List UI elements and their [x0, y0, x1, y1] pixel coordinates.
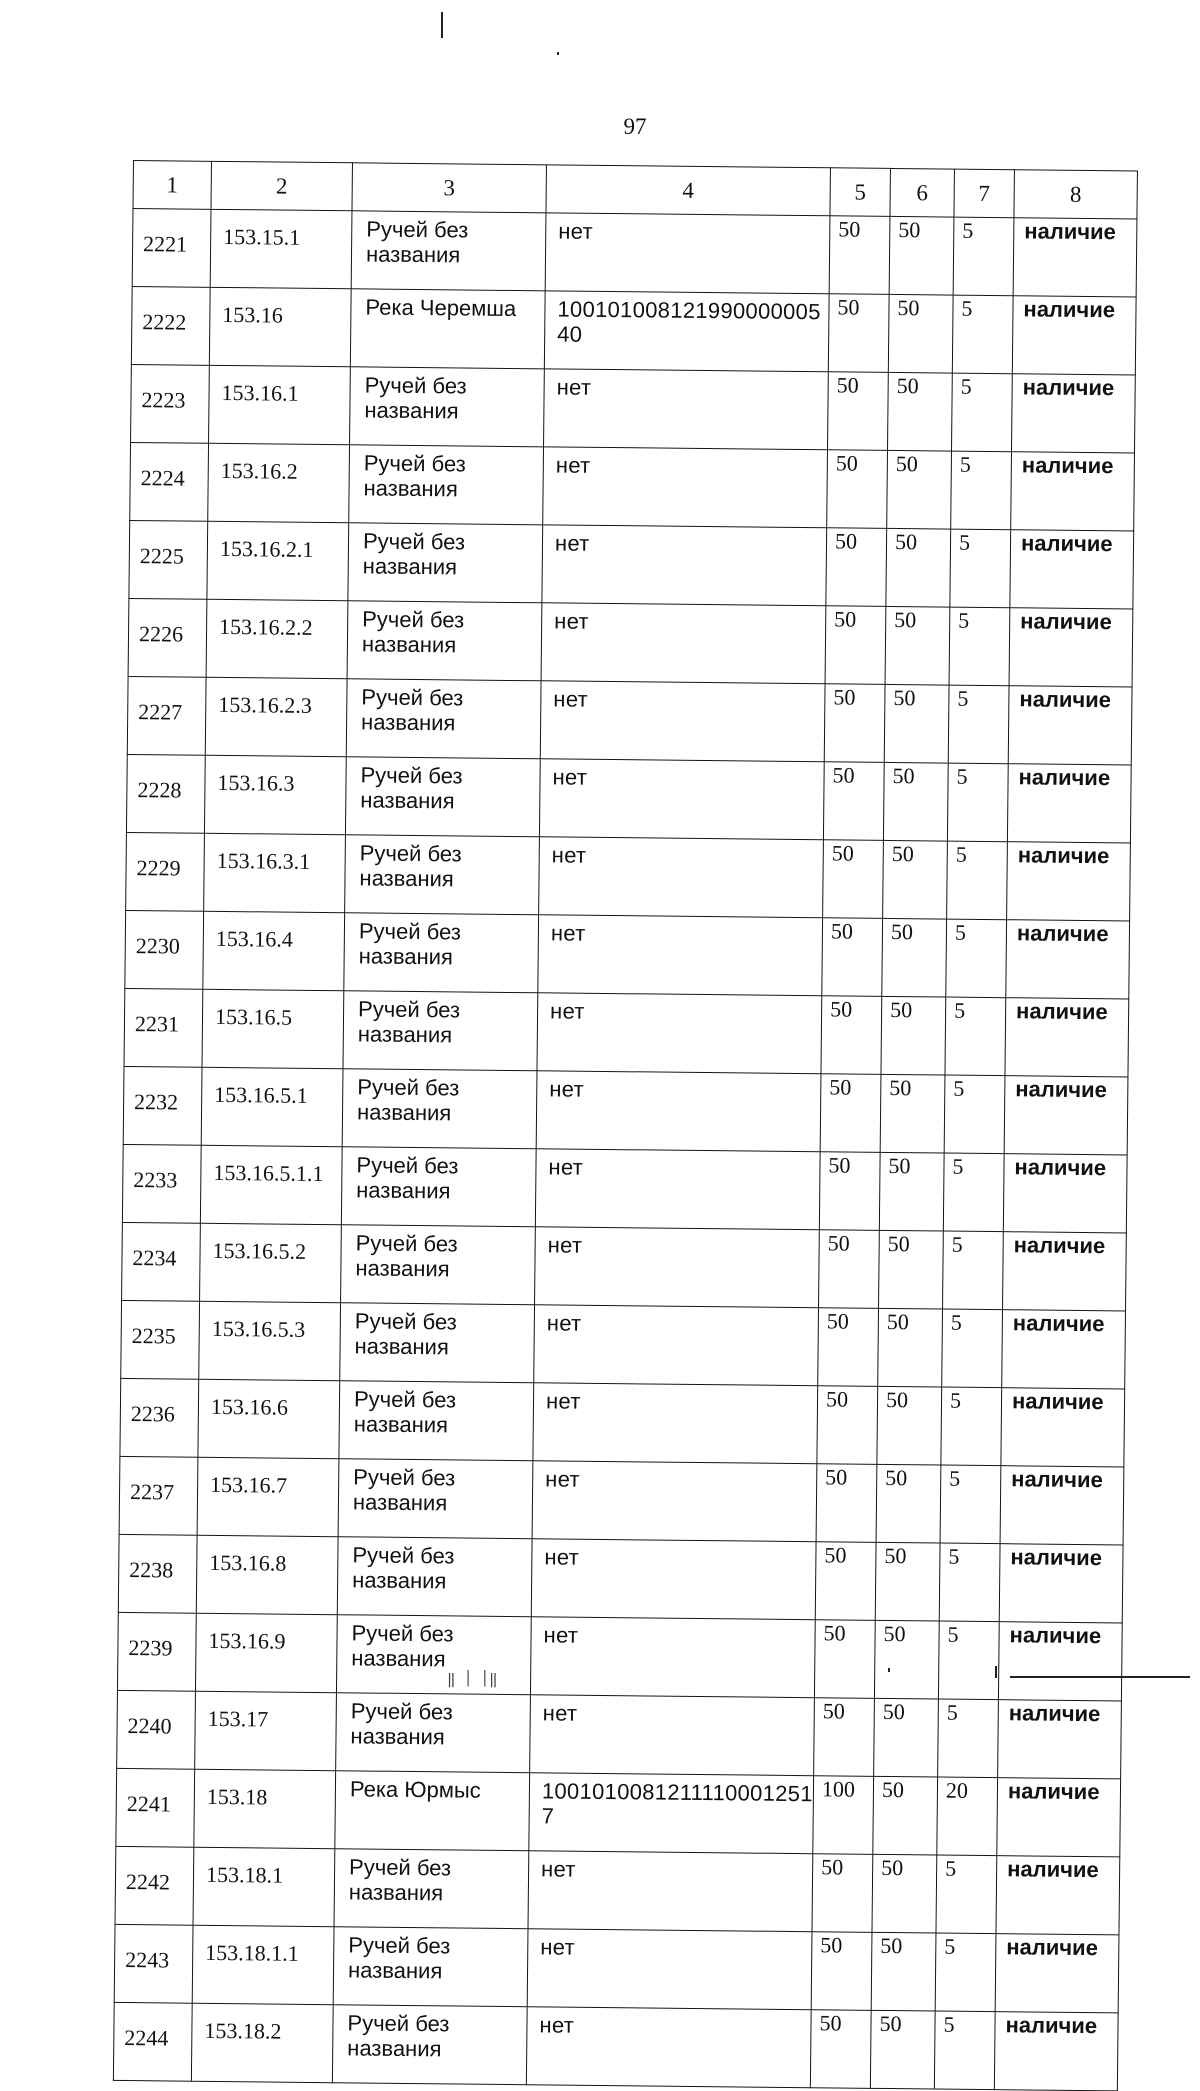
value-col-5: 50	[823, 840, 884, 919]
status-col-8: наличие	[1007, 764, 1131, 843]
status-col-8: наличие	[999, 1544, 1123, 1623]
object-code: 153.16.1	[209, 365, 351, 444]
registry-code: нет	[536, 1071, 821, 1152]
registry-code: нет	[526, 2007, 811, 2088]
object-code: 153.16.2.1	[207, 521, 349, 600]
value-col-6: 50	[879, 1230, 944, 1309]
value-col-5: 50	[814, 1620, 875, 1699]
table-row	[130, 442, 1135, 531]
status-col-8: наличие	[1011, 452, 1135, 531]
value-col-6: 50	[885, 606, 950, 685]
object-code: 153.16.4	[203, 911, 345, 990]
object-code: 153.16.5.2	[200, 1223, 342, 1302]
registry-code: нет	[542, 525, 827, 606]
object-code: 153.16.2	[208, 443, 350, 522]
status-col-8: наличие	[1006, 920, 1130, 999]
value-col-6: 50	[871, 1932, 936, 2011]
row-number: 2240	[117, 1690, 196, 1769]
object-name: Ручей без названия	[334, 1849, 529, 1929]
status-col-8: наличие	[1008, 686, 1132, 765]
value-col-7: 5	[952, 295, 1013, 374]
table-row	[131, 286, 1136, 375]
table-row	[115, 1846, 1120, 1935]
row-number: 2224	[130, 442, 209, 521]
value-col-6: 50	[881, 996, 946, 1075]
registry-code: 10010100812111100012517	[529, 1773, 814, 1854]
footer-tick	[995, 1666, 997, 1678]
registry-code: нет	[535, 1149, 820, 1230]
value-col-7: 5	[945, 997, 1006, 1076]
object-code: 153.17	[195, 1691, 337, 1770]
object-code: 153.16.2.3	[205, 677, 347, 756]
value-col-6: 50	[882, 918, 947, 997]
registry-code: нет	[527, 1929, 812, 2010]
value-col-5: 50	[810, 2010, 871, 2089]
value-col-7: 5	[951, 373, 1012, 452]
registry-code: 10010100812199000000540	[544, 291, 829, 372]
object-code: 153.16.5	[202, 989, 344, 1068]
column-header-4: 4	[546, 165, 830, 216]
value-col-5: 50	[828, 372, 889, 451]
value-col-7: 5	[941, 1387, 1002, 1466]
registry-code: нет	[537, 993, 822, 1074]
column-header-8: 8	[1014, 170, 1137, 219]
value-col-7: 5	[943, 1231, 1004, 1310]
object-code: 153.16.9	[195, 1613, 337, 1692]
status-col-8: наличие	[1000, 1466, 1124, 1545]
row-number: 2241	[116, 1768, 195, 1847]
value-col-5: 50	[816, 1464, 877, 1543]
registry-code: нет	[539, 837, 824, 918]
object-name: Ручей без названия	[348, 523, 543, 603]
status-col-8: наличие	[1003, 1154, 1127, 1233]
table-row	[121, 1300, 1126, 1389]
value-col-5: 50	[817, 1386, 878, 1465]
object-name: Ручей без названия	[333, 1927, 528, 2007]
registry-code: нет	[528, 1851, 813, 1932]
value-col-6: 50	[873, 1776, 938, 1855]
status-col-8: наличие	[995, 1934, 1119, 2013]
table-row	[116, 1768, 1121, 1857]
row-number: 2223	[131, 364, 210, 443]
value-col-7: 5	[948, 685, 1009, 764]
value-col-6: 50	[886, 528, 951, 607]
status-col-8: наличие	[1013, 218, 1137, 297]
value-col-5: 50	[829, 216, 890, 295]
object-name: Ручей без названия	[337, 1537, 532, 1617]
value-col-6: 50	[883, 762, 948, 841]
table-row	[132, 209, 1137, 298]
value-col-6: 50	[879, 1152, 944, 1231]
registry-code: нет	[534, 1305, 819, 1386]
row-number: 2243	[114, 1924, 193, 2003]
column-header-5: 5	[830, 168, 890, 217]
value-col-6: 50	[884, 684, 949, 763]
value-col-5: 50	[825, 606, 886, 685]
value-col-7: 5	[942, 1309, 1003, 1388]
value-col-6: 50	[875, 1542, 940, 1621]
row-number: 2232	[123, 1066, 202, 1145]
value-col-5: 50	[811, 1932, 872, 2011]
object-name: Ручей без названия	[342, 1069, 537, 1149]
row-number: 2239	[117, 1612, 196, 1691]
row-number: 2233	[122, 1144, 201, 1223]
row-number: 2236	[120, 1378, 199, 1457]
value-col-7: 5	[949, 607, 1010, 686]
value-col-6: 50	[887, 450, 952, 529]
object-name: Ручей без названия	[347, 601, 542, 681]
object-name: Ручей без названия	[340, 1303, 535, 1383]
row-number: 2230	[125, 910, 204, 989]
object-name: Ручей без названия	[351, 211, 546, 291]
object-code: 153.16.8	[196, 1535, 338, 1614]
row-number: 2244	[113, 2002, 192, 2081]
table-row	[113, 2002, 1118, 2091]
status-col-8: наличие	[1012, 296, 1136, 375]
value-col-5: 50	[828, 294, 889, 373]
value-col-6: 50	[874, 1620, 939, 1699]
table-row	[126, 754, 1131, 843]
value-col-6: 50	[876, 1464, 941, 1543]
footer-dot	[888, 1668, 890, 1672]
object-name: Ручей без названия	[338, 1459, 533, 1539]
status-col-8: наличие	[1001, 1388, 1125, 1467]
row-number: 2237	[119, 1456, 198, 1535]
value-col-7: 5	[935, 1933, 996, 2012]
footer-line	[1010, 1676, 1190, 1678]
value-col-6: 50	[888, 294, 953, 373]
object-name: Ручей без названия	[339, 1381, 534, 1461]
value-col-7: 5	[938, 1621, 999, 1700]
object-code: 153.18.1	[193, 1847, 335, 1926]
registry-code: нет	[538, 915, 823, 996]
row-number: 2227	[127, 676, 206, 755]
object-code: 153.18	[194, 1769, 336, 1848]
object-name: Ручей без названия	[341, 1225, 536, 1305]
object-code: 153.15.1	[210, 209, 352, 288]
row-number: 2229	[126, 832, 205, 911]
value-col-7: 5	[943, 1153, 1004, 1232]
row-number: 2221	[132, 209, 211, 288]
value-col-6: 50	[877, 1386, 942, 1465]
object-code: 153.16.3	[204, 755, 346, 834]
status-col-8: наличие	[1010, 530, 1134, 609]
value-col-6: 50	[870, 2010, 935, 2089]
column-header-6: 6	[890, 168, 954, 217]
status-col-8: наличие	[994, 2012, 1118, 2091]
value-col-5: 50	[822, 918, 883, 997]
water-bodies-table	[113, 160, 1138, 2091]
column-header-7: 7	[954, 169, 1014, 218]
registry-code: нет	[543, 447, 828, 528]
table-row	[117, 1612, 1122, 1701]
table-row	[126, 832, 1131, 921]
table-row	[117, 1690, 1122, 1779]
object-code: 153.16.5.1.1	[200, 1145, 342, 1224]
table-row	[119, 1456, 1124, 1545]
status-col-8: наличие	[1004, 1076, 1128, 1155]
registry-code: нет	[530, 1695, 815, 1776]
table-row	[125, 910, 1130, 999]
value-col-5: 50	[819, 1152, 880, 1231]
row-number: 2222	[131, 286, 210, 365]
value-col-6: 50	[872, 1854, 937, 1933]
table-row	[131, 364, 1136, 453]
object-code: 153.16.7	[197, 1457, 339, 1536]
object-name: Ручей без названия	[349, 445, 544, 525]
registry-code: нет	[531, 1539, 816, 1620]
status-col-8: наличие	[1011, 374, 1135, 453]
column-header-1: 1	[133, 161, 211, 210]
scan-dot-top	[557, 52, 559, 55]
value-col-7: 20	[937, 1777, 998, 1856]
registry-code: нет	[533, 1383, 818, 1464]
table-body	[113, 209, 1137, 2091]
row-number: 2235	[121, 1300, 200, 1379]
value-col-5: 50	[820, 1074, 881, 1153]
registry-code: нет	[545, 213, 830, 294]
row-number: 2225	[129, 520, 208, 599]
object-name: Ручей без названия	[345, 835, 540, 915]
status-col-8: наличие	[998, 1622, 1122, 1701]
value-col-6: 50	[880, 1074, 945, 1153]
object-name: Ручей без названия	[346, 679, 541, 759]
object-code: 153.18.1.1	[192, 1925, 334, 2004]
table-row	[122, 1144, 1127, 1233]
registry-code: нет	[544, 369, 829, 450]
table-row	[120, 1378, 1125, 1467]
value-col-5: 50	[815, 1542, 876, 1621]
object-name: Река Юрмыс	[335, 1771, 530, 1851]
status-col-8: наличие	[996, 1856, 1120, 1935]
value-col-7: 5	[947, 841, 1008, 920]
object-code: 153.16	[209, 287, 351, 366]
table-row	[124, 988, 1129, 1077]
footer-mark: ‖ ׀ ׀‖	[447, 1673, 498, 1689]
registry-code: нет	[541, 603, 826, 684]
row-number: 2238	[118, 1534, 197, 1613]
column-header-2: 2	[211, 161, 352, 210]
status-col-8: наличие	[1009, 608, 1133, 687]
value-col-5: 100	[813, 1776, 874, 1855]
value-col-7: 5	[934, 2011, 995, 2090]
registry-code: нет	[539, 759, 824, 840]
page-number: 97	[623, 114, 647, 139]
object-code: 153.16.5.3	[199, 1301, 341, 1380]
value-col-5: 50	[821, 996, 882, 1075]
table-row	[123, 1066, 1128, 1155]
status-col-8: наличие	[1007, 842, 1131, 921]
status-col-8: наличие	[997, 1778, 1121, 1857]
status-col-8: наличие	[998, 1700, 1122, 1779]
value-col-5: 50	[826, 528, 887, 607]
object-name: Ручей без названия	[336, 1693, 531, 1773]
column-header-3: 3	[352, 163, 546, 213]
table-row	[118, 1534, 1123, 1623]
value-col-7: 5	[951, 451, 1012, 530]
value-col-6: 50	[878, 1308, 943, 1387]
object-code: 153.16.2.2	[206, 599, 348, 678]
scan-mark-top	[441, 12, 443, 38]
value-col-7: 5	[938, 1699, 999, 1778]
value-col-7: 5	[936, 1855, 997, 1934]
value-col-6: 50	[883, 840, 948, 919]
value-col-5: 50	[823, 762, 884, 841]
table-row	[128, 598, 1133, 687]
row-number: 2226	[128, 598, 207, 677]
row-number: 2231	[124, 988, 203, 1067]
value-col-6: 50	[889, 216, 954, 295]
value-col-5: 50	[824, 684, 885, 763]
object-name: Ручей без названия	[345, 757, 540, 837]
status-col-8: наличие	[1005, 998, 1129, 1077]
status-col-8: наличие	[1003, 1232, 1127, 1311]
object-code: 153.18.2	[191, 2003, 333, 2082]
value-col-7: 5	[950, 529, 1011, 608]
object-name: Ручей без названия	[350, 367, 545, 447]
object-name: Ручей без названия	[336, 1615, 531, 1695]
object-name: Ручей без названия	[343, 991, 538, 1071]
row-number: 2228	[126, 754, 205, 833]
object-name: Ручей без названия	[332, 2005, 527, 2085]
value-col-7: 5	[939, 1543, 1000, 1622]
value-col-6: 50	[888, 372, 953, 451]
object-name: Река Черемша	[350, 289, 545, 369]
object-code: 153.16.5.1	[201, 1067, 343, 1146]
object-name: Ручей без названия	[341, 1147, 536, 1227]
value-col-7: 5	[944, 1075, 1005, 1154]
value-col-5: 50	[814, 1698, 875, 1777]
value-col-6: 50	[874, 1698, 939, 1777]
table-row	[127, 676, 1132, 765]
table-row	[122, 1222, 1127, 1311]
row-number: 2242	[115, 1846, 194, 1925]
value-col-5: 50	[827, 450, 888, 529]
value-col-5: 50	[812, 1854, 873, 1933]
object-code: 153.16.6	[198, 1379, 340, 1458]
registry-code: нет	[535, 1227, 820, 1308]
registry-code: нет	[540, 681, 825, 762]
object-name: Ручей без названия	[344, 913, 539, 993]
object-code: 153.16.3.1	[204, 833, 346, 912]
value-col-5: 50	[819, 1230, 880, 1309]
row-number: 2234	[122, 1222, 201, 1301]
value-col-7: 5	[940, 1465, 1001, 1544]
registry-code: нет	[530, 1617, 815, 1698]
value-col-5: 50	[818, 1308, 879, 1387]
table-row	[129, 520, 1134, 609]
status-col-8: наличие	[1002, 1310, 1126, 1389]
table-row	[114, 1924, 1119, 2013]
value-col-7: 5	[946, 919, 1007, 998]
registry-code: нет	[532, 1461, 817, 1542]
value-col-7: 5	[947, 763, 1008, 842]
value-col-7: 5	[953, 217, 1014, 296]
